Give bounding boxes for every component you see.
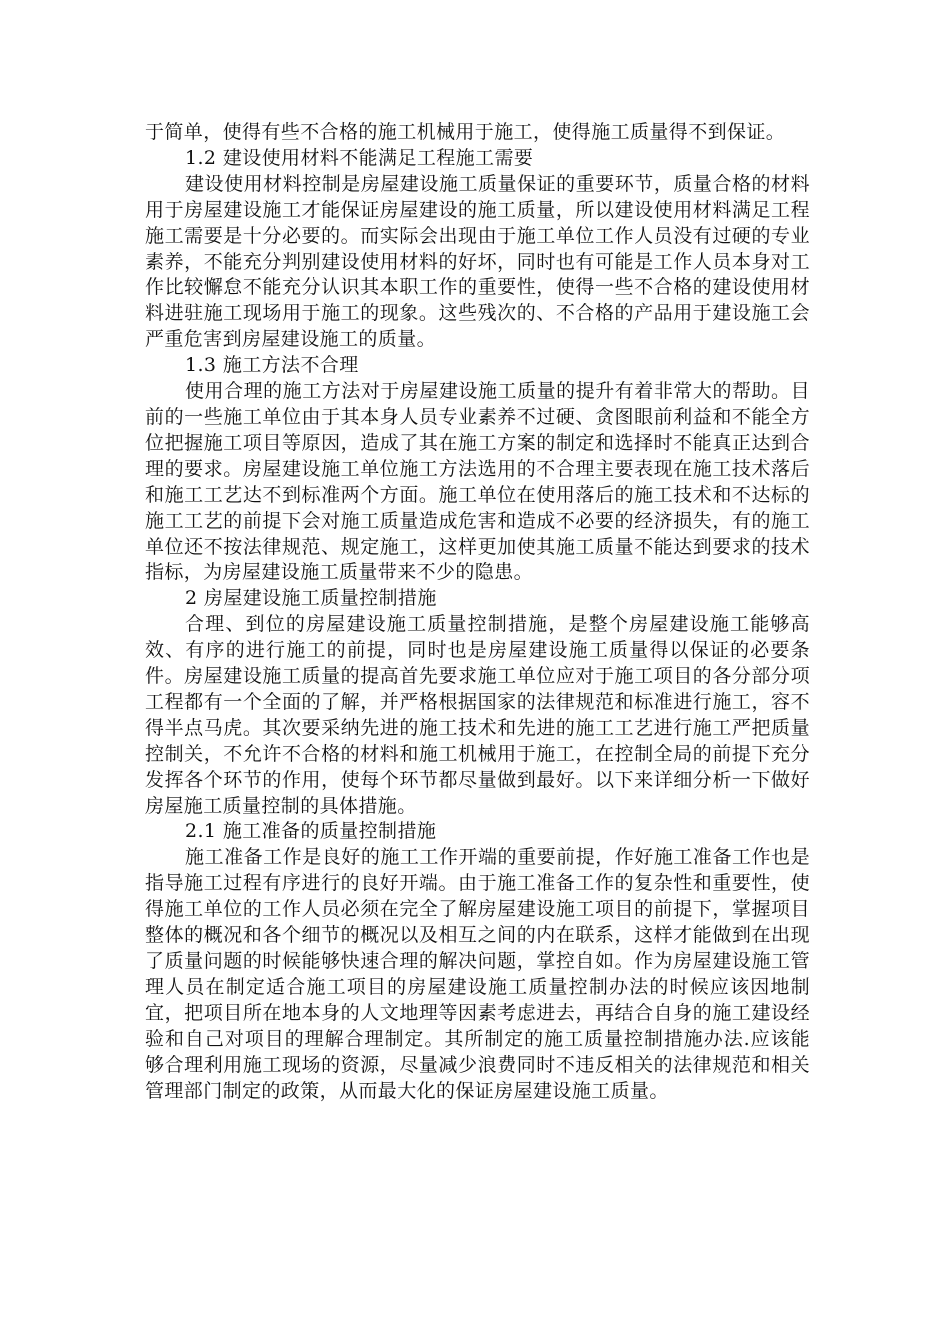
section-heading-1-3: 1.3 施工方法不合理: [185, 354, 359, 377]
paragraph: 合理、到位的房屋建设施工质量控制措施，是整个房屋建设施工能够高效、有序的进行施工的前提，同时也是房屋建设施工质量得以保证的必要条件。房屋建设施工质量的提高首先要求施工单位应对于施工项目的各分部分项工程都有一个全面的了解，并严格根据国家的法律规范和标准进行施工，容不得半点马虎。其次要采纳先进的施工技术和先进的施工工艺进行施工严把质量控制关，不允许不合格的材料和施工机械用于施工，在控制全局的前提下充分发挥各个环节的作用，使每个环节都尽量做到最好。以下来详细分析一下做好房屋施工质量控制的具体措施。: [145, 613, 810, 817]
paragraph-continuation: 于简单，使得有些不合格的施工机械用于施工，使得施工质量得不到保证。: [145, 121, 786, 143]
document-body: [145, 120, 810, 1104]
section-heading-1-2: 1.2 建设使用材料不能满足工程施工需要: [185, 146, 534, 169]
section-heading-2-1: 2.1 施工准备的质量控制措施: [185, 820, 437, 843]
section-heading-2: 2 房屋建设施工质量控制措施: [185, 587, 437, 610]
paragraph: 建设使用材料控制是房屋建设施工质量保证的重要环节，质量合格的材料用于房屋建设施工才能保证房屋建设的施工质量，所以建设使用材料满足工程施工需要是十分必要的。而实际会出现由于施工单位工作人员没有过硬的专业素养，不能充分判别建设使用材料的好坏，同时也有可能是工作人员本身对工作比较懈怠不能充分认识其本职工作的重要性，使得一些不合格的建设使用材料进驻施工现场用于施工的现象。这些残次的、不合格的产品用于建设施工会严重危害到房屋建设施工的质量。: [145, 172, 810, 351]
paragraph: 使用合理的施工方法对于房屋建设施工质量的提升有着非常大的帮助。目前的一些施工单位由于其本身人员专业素养不过硬、贪图眼前利益和不能全方位把握施工项目等原因，造成了其在施工方案的制定和选择时不能真正达到合理的要求。房屋建设施工单位施工方法选用的不合理主要表现在施工技术落后和施工工艺达不到标准两个方面。施工单位在使用落后的施工技术和不达标的施工工艺的前提下会对施工质量造成危害和造成不必要的经济损失，有的施工单位还不按法律规范、规定施工，这样更加使其施工质量不能达到要求的技术指标，为房屋建设施工质量带来不少的隐患。: [145, 380, 810, 584]
paragraph: 施工准备工作是良好的施工工作开端的重要前提，作好施工准备工作也是指导施工过程有序进行的良好开端。由于施工准备工作的复杂性和重要性，使得施工单位的工作人员必须在完全了解房屋建设施工项目的前提下，掌握项目整体的概况和各个细节的概况以及相互之间的内在联系，这样才能做到在出现了质量问题的时候能够快速合理的解决问题，掌控自如。作为房屋建设施工管理人员在制定适合施工项目的房屋建设施工质量控制办法的时候应该因地制宜，把项目所在地本身的人文地理等因素考虑进去，再结合自身的施工建设经验和自己对项目的理解合理制定。其所制定的施工质量控制措施办法.应该能够合理利用施工现场的资源，尽量减少浪费同时不违反相关的法律规范和相关管理部门制定的政策，从而最大化的保证房屋建设施工质量。: [145, 846, 810, 1102]
